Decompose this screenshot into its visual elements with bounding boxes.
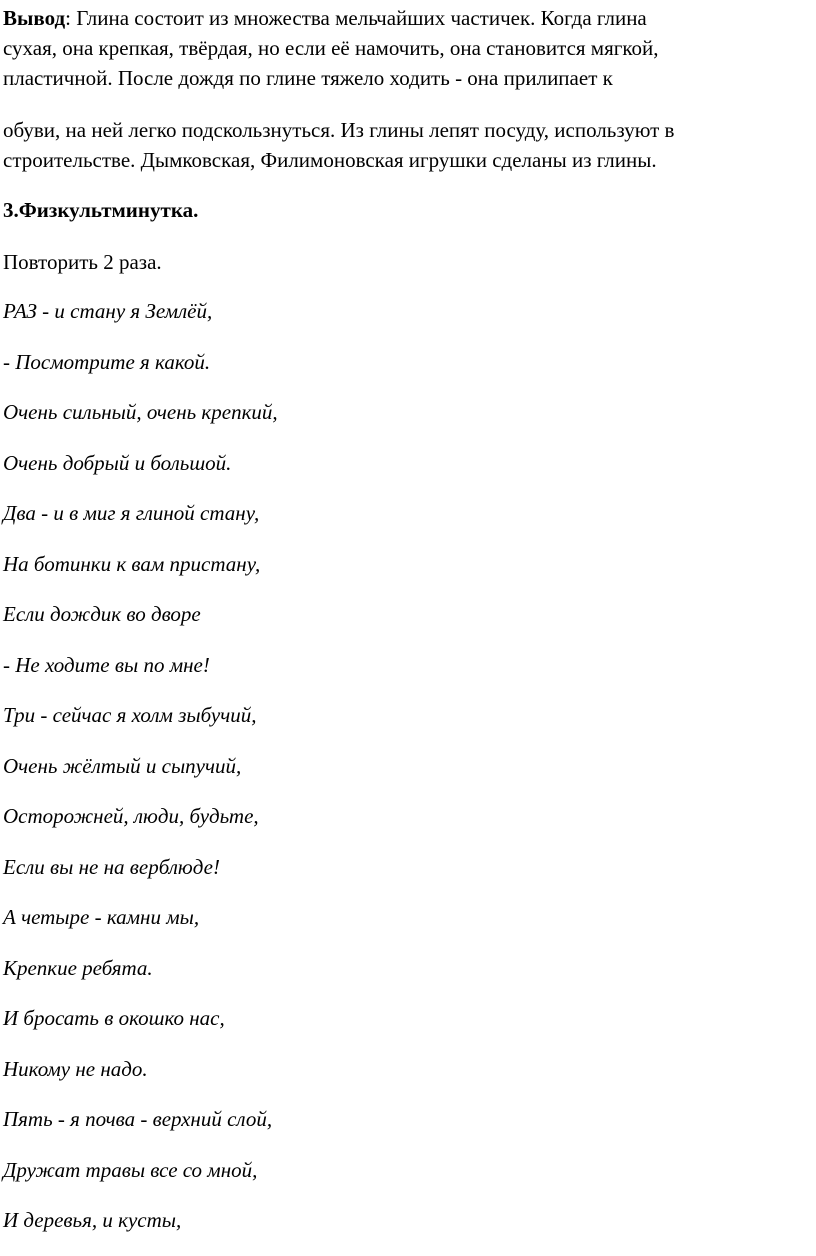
- poem-line: Никому не надо.: [3, 1056, 148, 1081]
- poem-line: Крепкие ребята.: [3, 955, 153, 980]
- repeat-instruction: Повторить 2 раза.: [3, 250, 162, 274]
- continuation-line-1: обуви, на ней легко подскользнуться. Из глины лепят посуду, используют в: [3, 118, 675, 142]
- poem-line: Дружат травы все со мной,: [3, 1157, 258, 1182]
- conclusion-line-1: [3, 3, 803, 33]
- poem-line: Если вы не на верблюде!: [3, 854, 220, 879]
- poem-line: Осторожней, люди, будьте,: [3, 804, 259, 828]
- poem-line: На ботинки к вам пристану,: [3, 551, 261, 576]
- poem-line: Очень жёлтый и сыпучий,: [3, 753, 242, 778]
- poem-line: И бросать в окошко нас,: [3, 1006, 225, 1030]
- conclusion-line-3: пластичной. После дождя по глине тяжело ходить - она прилипает к: [3, 66, 613, 90]
- poem-line: РАЗ - и стану я Землёй,: [3, 299, 213, 323]
- continuation-line-2: строительстве. Дымковская, Филимоновская игрушки сделаны из глины.: [3, 148, 657, 172]
- poem-line: А четыре - камни мы,: [3, 905, 200, 929]
- conclusion-paragraph: [0, 3, 803, 93]
- poem: [3, 296, 278, 1256]
- conclusion-line-2: сухая, она крепкая, твёрдая, но если её намочить, она становится мягкой,: [3, 36, 659, 60]
- poem-line: Если дождик во дворе: [3, 602, 201, 626]
- conclusion-text-1: : Глина состоит из множества мельчайших частичек. Когда глина: [65, 6, 647, 30]
- poem-line: И деревья, и кусты,: [3, 1208, 182, 1232]
- poem-line: Два - и в миг я глиной стану,: [3, 501, 260, 525]
- poem-line: - Посмотрите я какой.: [3, 349, 211, 374]
- poem-line: - Не ходите вы по мне!: [3, 652, 210, 677]
- poem-line: Пять - я почва - верхний слой,: [3, 1107, 273, 1131]
- conclusion-continuation: [0, 115, 803, 175]
- poem-line: Три - сейчас я холм зыбучий,: [3, 703, 257, 727]
- section-heading: 3.Физкультминутка.: [3, 198, 199, 222]
- poem-line: Очень добрый и большой.: [3, 450, 232, 475]
- conclusion-label: Вывод: [3, 6, 66, 30]
- poem-line: Очень сильный, очень крепкий,: [3, 400, 278, 424]
